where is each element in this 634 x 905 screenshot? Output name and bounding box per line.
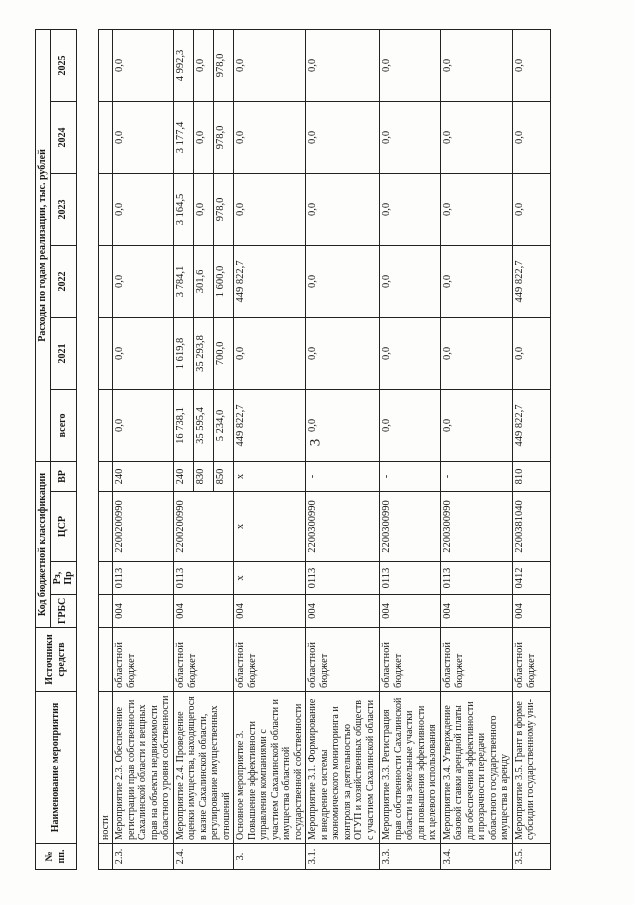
- table-row: [440, 29, 512, 869]
- header-2023: 2023: [50, 173, 76, 245]
- value-2021: 1 619,8: [173, 317, 193, 389]
- value-2021: 0,0: [306, 317, 380, 389]
- value-2025: 4 992,3: [173, 29, 193, 101]
- grbs-code: 004: [234, 595, 306, 628]
- vr-code: 850: [213, 461, 233, 491]
- table-row: [380, 29, 441, 869]
- value-2024: 0,0: [380, 101, 441, 173]
- row-number: 3.5.: [512, 844, 550, 870]
- csr-code: 2200300990: [306, 492, 380, 562]
- table-gap: [76, 29, 98, 869]
- csr-code: 2200300990: [380, 492, 441, 562]
- funding-source: областной бюджет: [440, 628, 512, 692]
- header-classification: Код бюджетной классификации: [36, 461, 51, 627]
- grbs-code: 004: [113, 595, 174, 628]
- header-rzpr: Рз, Пр: [50, 562, 76, 595]
- header-expenses: Расходы по годам реализации, тыс. рублей: [36, 29, 51, 461]
- total-value: 0,0: [440, 389, 512, 461]
- measure-name: Мероприятие 3.3. Регистрация прав собственности Сахалинской области на земельные участки для повышения эффективности их целевого использования: [380, 692, 441, 844]
- grbs-code: 004: [306, 595, 380, 628]
- header-source: Источники средств: [36, 628, 77, 692]
- value-2021: 0,0: [234, 317, 306, 389]
- header-vr: ВР: [50, 461, 76, 491]
- header-grbs: ГРБС: [50, 595, 76, 628]
- value-2025: 0,0: [234, 29, 306, 101]
- header-2022: 2022: [50, 245, 76, 317]
- total-value: 0,0: [113, 389, 174, 461]
- csr-code: 2200200990: [173, 492, 234, 562]
- total-value: 0,0: [306, 389, 380, 461]
- value-2023: 3 164,5: [173, 173, 193, 245]
- rzpr-code: 0113: [440, 562, 512, 595]
- table-row: [306, 29, 380, 869]
- continuation-text: ности: [98, 692, 113, 844]
- measure-name: Мероприятие 2.4. Проведение оценки имущества, находящегося в казне Сахалинской области, регулирование имущественных отношений: [173, 692, 234, 844]
- value-2024: 0,0: [512, 101, 550, 173]
- csr-code: 2200381040: [512, 492, 550, 562]
- table-row: [234, 29, 306, 869]
- row-number: 3.: [234, 844, 306, 870]
- rzpr-code: 0113: [173, 562, 234, 595]
- funding-source: областной бюджет: [306, 628, 380, 692]
- header-csr: ЦСР: [50, 492, 76, 562]
- value-2022: 1 600,0: [213, 245, 233, 317]
- value-2022: 449 822,7: [234, 245, 306, 317]
- total-value: 5 234,0: [213, 389, 233, 461]
- vr-code: х: [234, 461, 306, 491]
- table-body: [36, 29, 551, 869]
- value-2025: 0,0: [306, 29, 380, 101]
- funding-source: областной бюджет: [234, 628, 306, 692]
- table-row: [512, 29, 550, 869]
- value-2023: 978,0: [213, 173, 233, 245]
- vr-code: -: [306, 461, 380, 491]
- value-2023: 0,0: [193, 173, 213, 245]
- row-number: 2.3.: [113, 844, 174, 870]
- value-2024: 0,0: [113, 101, 174, 173]
- value-2021: 0,0: [440, 317, 512, 389]
- value-2021: 35 293,8: [193, 317, 213, 389]
- header-name: Наименование мероприятия: [36, 692, 77, 844]
- value-2024: 0,0: [306, 101, 380, 173]
- funding-source: областной бюджет: [512, 628, 550, 692]
- value-2024: 978,0: [213, 101, 233, 173]
- value-2021: 0,0: [512, 317, 550, 389]
- value-2024: 0,0: [440, 101, 512, 173]
- csr-code: 2200300990: [440, 492, 512, 562]
- vr-code: 810: [512, 461, 550, 491]
- measure-name: Мероприятие 3.4. Утверждение базовой ставки арендной платы для обеспечения эффективности и прозрачности передачи областного государственного имущества в аренду: [440, 692, 512, 844]
- header-total: всего: [50, 389, 76, 461]
- row-number: 3.4.: [440, 844, 512, 870]
- value-2023: 0,0: [113, 173, 174, 245]
- value-2022: 449 822,7: [512, 245, 550, 317]
- funding-source: областной бюджет: [380, 628, 441, 692]
- grbs-code: 004: [512, 595, 550, 628]
- value-2025: 0,0: [193, 29, 213, 101]
- funding-source: областной бюджет: [113, 628, 174, 692]
- measure-name: Мероприятие 3.5. Грант в форме субсидии государственному уни-: [512, 692, 550, 844]
- header-2021: 2021: [50, 317, 76, 389]
- value-2021: 0,0: [113, 317, 174, 389]
- row-number: 3.3.: [380, 844, 441, 870]
- value-2022: 0,0: [380, 245, 441, 317]
- value-2021: 0,0: [380, 317, 441, 389]
- page-number: 3: [307, 438, 324, 447]
- total-value: 0,0: [380, 389, 441, 461]
- table-row: [113, 29, 174, 869]
- value-2023: 0,0: [512, 173, 550, 245]
- row-number: 3.1.: [306, 844, 380, 870]
- rzpr-code: х: [234, 562, 306, 595]
- row-number: 2.4.: [173, 844, 234, 870]
- value-2025: 0,0: [380, 29, 441, 101]
- total-value: 16 738,1: [173, 389, 193, 461]
- header-row-1: [36, 29, 51, 869]
- value-2022: 0,0: [306, 245, 380, 317]
- value-2023: 0,0: [440, 173, 512, 245]
- budget-table: [35, 29, 551, 870]
- value-2023: 0,0: [234, 173, 306, 245]
- value-2025: 978,0: [213, 29, 233, 101]
- grbs-code: 004: [440, 595, 512, 628]
- value-2022: 301,6: [193, 245, 213, 317]
- value-2025: 0,0: [512, 29, 550, 101]
- csr-code: х: [234, 492, 306, 562]
- value-2025: 0,0: [440, 29, 512, 101]
- value-2023: 0,0: [380, 173, 441, 245]
- total-value: 35 595,4: [193, 389, 213, 461]
- value-2024: 0,0: [234, 101, 306, 173]
- grbs-code: 004: [380, 595, 441, 628]
- measure-name: Основное мероприятие 3. Повышение эффективности управления компаниями с участием Сахалинской области и имущества областной государственной собственности: [234, 692, 306, 844]
- value-2022: 3 784,1: [173, 245, 193, 317]
- vr-code: -: [440, 461, 512, 491]
- value-2024: 0,0: [193, 101, 213, 173]
- total-value: 449 822,7: [234, 389, 306, 461]
- header-no: № пп.: [36, 844, 77, 870]
- rzpr-code: 0113: [306, 562, 380, 595]
- rzpr-code: 0412: [512, 562, 550, 595]
- header-2024: 2024: [50, 101, 76, 173]
- vr-code: -: [380, 461, 441, 491]
- value-2023: 0,0: [306, 173, 380, 245]
- rzpr-code: 0113: [113, 562, 174, 595]
- rotated-table-page: [35, 30, 597, 870]
- vr-code: 240: [113, 461, 174, 491]
- value-2021: 700,0: [213, 317, 233, 389]
- csr-code: 2200200990: [113, 492, 174, 562]
- grbs-code: 004: [173, 595, 234, 628]
- measure-name: Мероприятие 3.1. Формирование и внедрение системы экономического мониторинга и контроля за деятельностью ОГУП и хозяйственных обществ с участием Сахалинской области: [306, 692, 380, 844]
- vr-code: 240: [173, 461, 193, 491]
- table-row: [173, 29, 193, 869]
- vr-code: 830: [193, 461, 213, 491]
- value-2025: 0,0: [113, 29, 174, 101]
- measure-name: Мероприятие 2.3. Обеспечение регистрации прав собственности Сахалинской области и вещных прав на объекты недвижимости областного уровня собственности: [113, 692, 174, 844]
- header-2025: 2025: [50, 29, 76, 101]
- continuation-row: [98, 29, 113, 869]
- rzpr-code: 0113: [380, 562, 441, 595]
- funding-source: областной бюджет: [173, 628, 234, 692]
- value-2022: 0,0: [113, 245, 174, 317]
- total-value: 449 822,7: [512, 389, 550, 461]
- value-2022: 0,0: [440, 245, 512, 317]
- value-2024: 3 177,4: [173, 101, 193, 173]
